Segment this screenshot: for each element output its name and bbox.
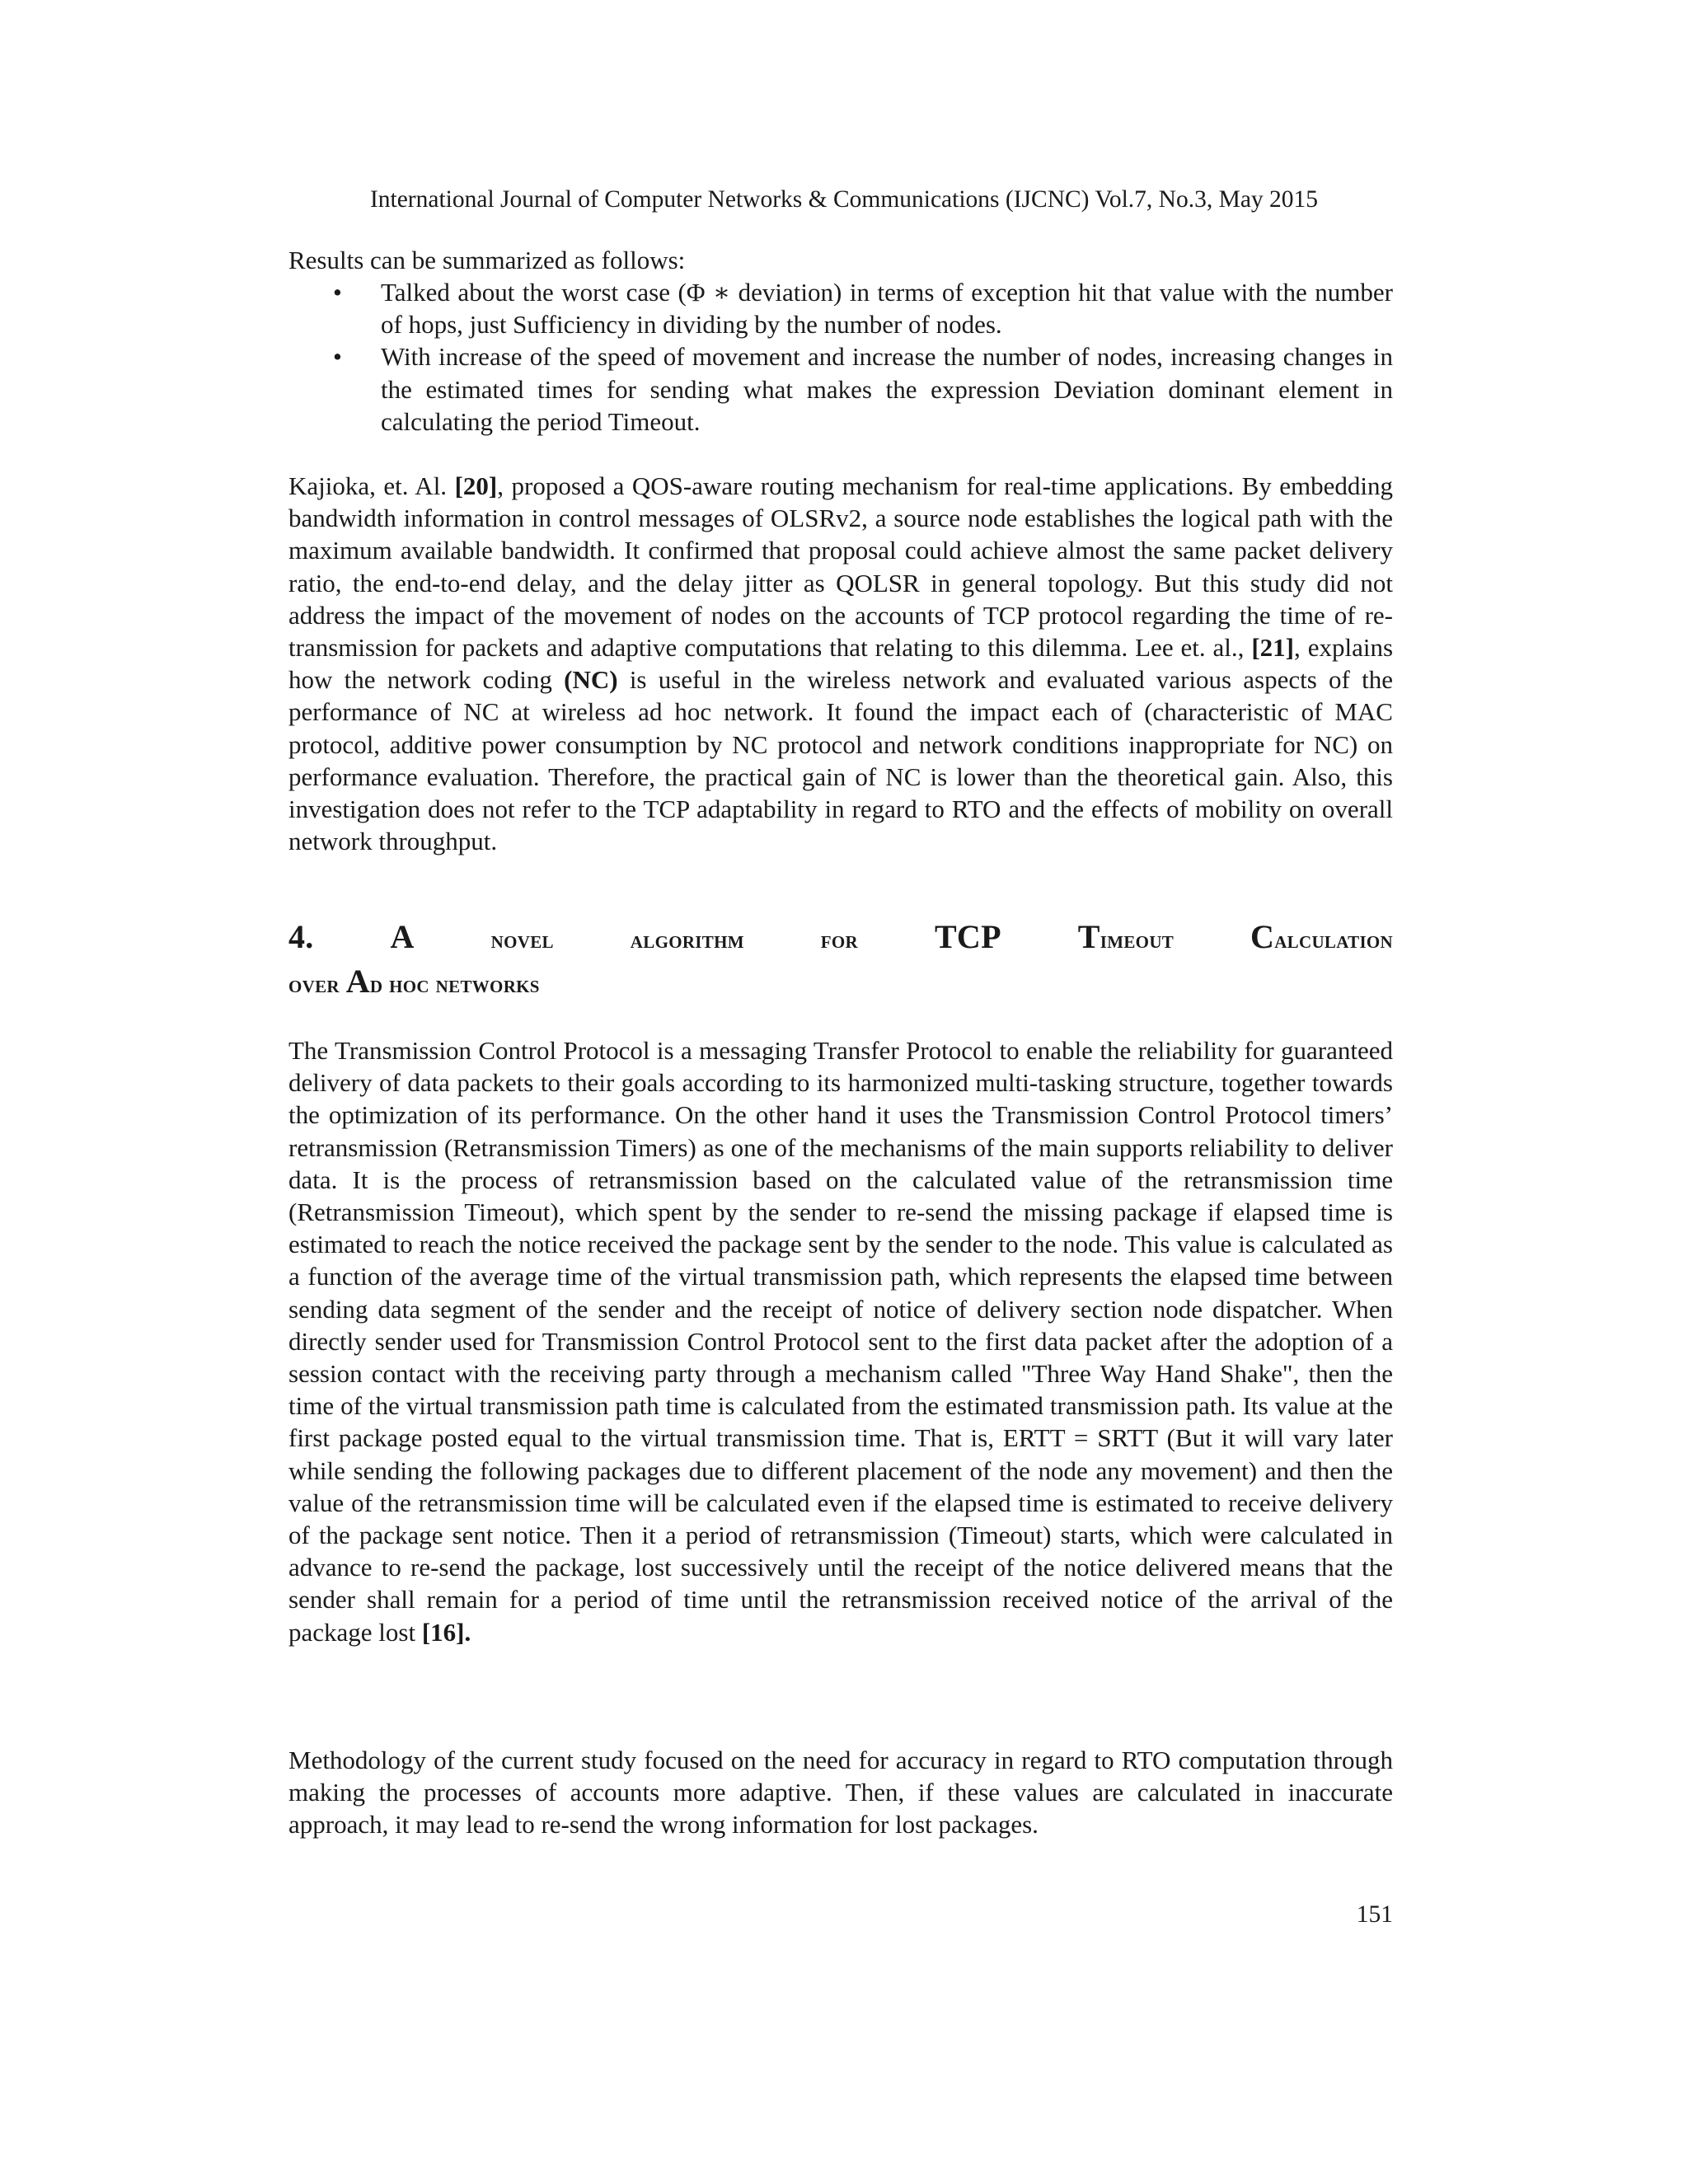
text-segment: Kajioka, et. Al. bbox=[288, 471, 455, 500]
results-bullet-item bbox=[288, 276, 1393, 340]
related-work-paragraph bbox=[288, 470, 1393, 857]
text-segment: The Transmission Control Protocol is a messaging Transfer Protocol to enable the reliability for guaranteed delivery of data packets to their goals according to its harmonized multi-tasking structure, together towards the optimization of its performance. On the other hand it uses the Transmission Control Protocol timers’ retransmission (Retransmission Timers) as one of the mechanisms of the main supports reliability to deliver data. It is the process of retransmission based on the calculated value of the retransmission time (Retransmission Timeout), which spent by the sender to re-send the missing package if elapsed time is estimated to reach the notice received the package sent by the sender to the node. This value is calculated as a function of the average time of the virtual transmission path, which represents the elapsed time between sending data segment of the sender and the receipt of notice of delivery section node dispatcher. When directly sender used for Transmission Control Protocol sent to the first data packet after the adoption of a session contact with the receiving party through a mechanism called "Three Way Hand Shake", then the time of the virtual transmission path time is calculated from the estimated transmission path. Its value at the first package posted equal to the virtual transmission time. That is, ERTT = SRTT (But it will vary later while sending the following packages due to different placement of the node any movement) and then the value of the retransmission time will be calculated even if the elapsed time is estimated to receive delivery of the package sent notice. Then it a period of retransmission (Timeout) starts, which were calculated in advance to re-send the package, lost successively until the receipt of the notice delivered means that the sender shall remain for a period of time until the retransmission received notice of the arrival of the package lost bbox=[288, 1036, 1393, 1647]
results-bullet-list bbox=[288, 276, 1393, 438]
text-segment: , explains how the network coding bbox=[288, 633, 1394, 695]
heading-word: over bbox=[288, 971, 346, 998]
text-segment: is useful in the wireless network and evaluated various aspects of the performance of NC at wireless ad hoc network. It found the impact each of (characteristic of MAC protocol, additive power consumption by NC protocol and network conditions inappropriate for NC) on performance evaluation. Therefore, the practical gain of NC is lower than the theoretical gain. Also, this investigation does not refer to the TCP adaptability in regard to RTO and the effects of mobility on overall network throughput. bbox=[288, 665, 1393, 856]
heading-cap-letter: C bbox=[1250, 918, 1275, 955]
bullet-text: With increase of the speed of movement and increase the number of nodes, increasing changes in the estimated times for sending what makes the expression Deviation dominant element in calculating the period Timeout. bbox=[381, 342, 1393, 436]
heading-word bbox=[1077, 918, 1175, 955]
methodology-paragraph bbox=[288, 1744, 1393, 1841]
running-header: International Journal of Computer Networks & Communications (IJCNC) Vol.7, No.3, May 2015 bbox=[369, 186, 1319, 213]
heading-word: for bbox=[820, 926, 859, 954]
paragraph-text bbox=[288, 1034, 1393, 1648]
heading-word-rest: alculation bbox=[1274, 926, 1394, 954]
results-bullet-item bbox=[288, 340, 1393, 438]
page-number: 151 bbox=[1356, 1901, 1393, 1928]
tcp-description-paragraph bbox=[288, 1034, 1393, 1648]
heading-word: novel bbox=[490, 926, 554, 954]
heading-word-rest: imeout bbox=[1100, 926, 1175, 954]
heading-word: A bbox=[390, 918, 415, 955]
heading-cap-letter: A bbox=[345, 963, 370, 1000]
section-heading-line1 bbox=[288, 916, 1393, 961]
citation-ref: [16]. bbox=[421, 1617, 471, 1647]
heading-cap-letter: T bbox=[1077, 918, 1100, 955]
citation-ref: [21] bbox=[1251, 633, 1295, 663]
results-intro-text: Results can be summarized as follows: bbox=[288, 246, 686, 274]
heading-word bbox=[1250, 918, 1394, 955]
heading-word-rest: d hoc networks bbox=[369, 971, 540, 998]
section-number: 4. bbox=[288, 918, 314, 955]
section-heading-line2 bbox=[288, 961, 1393, 1005]
heading-word: algorithm bbox=[630, 926, 744, 954]
section-heading bbox=[288, 916, 1393, 1005]
paragraph-text: Methodology of the current study focused on the need for accuracy in regard to RTO computation through making the processes of accounts more adaptive. Then, if these values are calculated in inaccurate approach, it may lead to re-send the wrong information for lost packages. bbox=[288, 1746, 1393, 1840]
bullet-icon: • bbox=[333, 278, 342, 307]
bullet-icon: • bbox=[333, 342, 342, 372]
heading-word: TCP bbox=[934, 918, 1001, 955]
bullet-text: Talked about the worst case (Φ ∗ deviation) in terms of exception hit that value with the number of hops, just Sufficiency in dividing by the number of nodes. bbox=[381, 278, 1393, 340]
abbreviation-bold: (NC) bbox=[564, 665, 618, 695]
citation-ref: [20] bbox=[454, 471, 498, 500]
results-intro bbox=[288, 244, 1393, 276]
paragraph-text bbox=[288, 470, 1393, 857]
text-segment: , proposed a QOS-aware routing mechanism for real-time applications. By embedding bandwidth information in control messages of OLSRv2, a source node establishes the logical path with the maximum available bandwidth. It confirmed that proposal could achieve almost the same packet delivery ratio, the end-to-end delay, and the delay jitter as QOLSR in general topology. But this study did not address the impact of the movement of nodes on the accounts of TCP protocol regarding the time of re-transmission for packets and adaptive computations that relating to this dilemma. Lee et. al., bbox=[288, 471, 1394, 663]
